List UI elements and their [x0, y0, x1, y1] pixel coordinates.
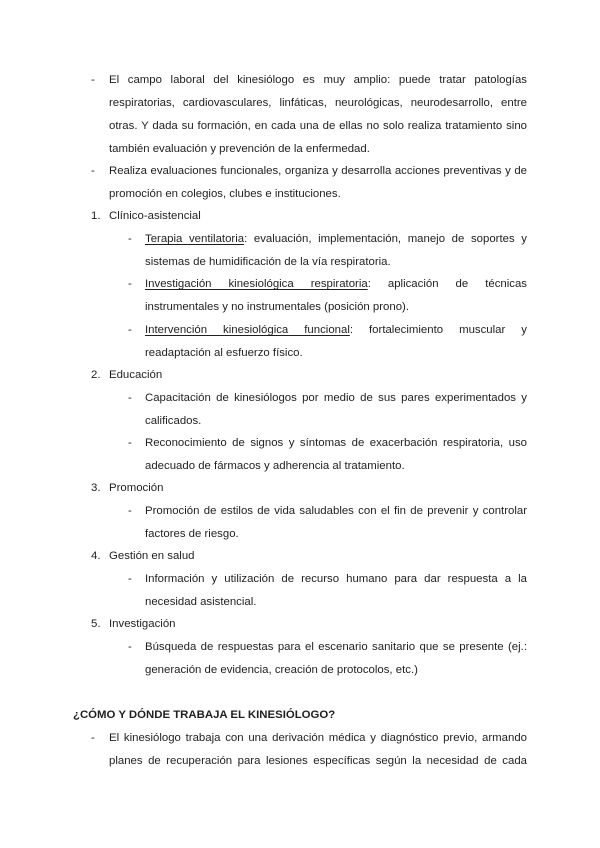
section-heading: ¿CÓMO Y DÓNDE TRABAJA EL KINESIÓLOGO? — [73, 709, 336, 721]
section-number: 2. — [91, 369, 101, 381]
paragraph-line: El campo laboral del kinesiólogo es muy amplio: puede tratar patologías — [109, 74, 527, 86]
paragraph-line: calificados. — [145, 415, 202, 427]
section-title: Educación — [109, 369, 163, 381]
paragraph-line: Información y utilización de recurso humano para dar respuesta a la — [145, 573, 527, 585]
bullet-dash: - — [128, 392, 132, 404]
bullet-dash: - — [128, 437, 132, 449]
bullet-dash: - — [91, 732, 95, 744]
paragraph-line: Intervención kinesiológica funcional: fortalecimiento muscular y — [145, 324, 527, 336]
paragraph-line: readaptación al esfuerzo físico. — [145, 347, 303, 359]
underlined-term: Intervención kinesiológica funcional — [145, 324, 350, 336]
section-title: Promoción — [109, 482, 164, 494]
section-title: Investigación — [109, 618, 176, 630]
bullet-dash: - — [128, 641, 132, 653]
paragraph-line: también evaluación y prevención de la enfermedad. — [109, 143, 370, 155]
section-number: 3. — [91, 482, 101, 494]
paragraph-line: El kinesiólogo trabaja con una derivación médica y diagnóstico previo, armando — [109, 732, 527, 744]
paragraph-line: otras. Y dada su formación, en cada una de ellas no solo realiza tratamiento sino — [109, 120, 527, 132]
paragraph-line: Terapia ventilatoria: evaluación, implementación, manejo de soportes y — [145, 233, 527, 245]
section-number: 1. — [91, 210, 101, 222]
bullet-dash: - — [91, 74, 95, 86]
underlined-term: Investigación kinesiológica respiratoria — [145, 278, 368, 290]
bullet-dash: - — [128, 278, 132, 290]
paragraph-line: respiratorias, cardiovasculares, linfáticas, neurológicas, neurodesarrollo, entre — [109, 97, 527, 109]
bullet-dash: - — [91, 165, 95, 177]
paragraph-line: generación de evidencia, creación de protocolos, etc.) — [145, 664, 418, 676]
paragraph-line: Reconocimiento de signos y síntomas de exacerbación respiratoria, uso — [145, 437, 527, 449]
bullet-dash: - — [128, 573, 132, 585]
underlined-term: Terapia ventilatoria — [145, 233, 245, 245]
paragraph-line: Capacitación de kinesiólogos por medio de sus pares experimentados y — [145, 392, 527, 404]
paragraph-line: Promoción de estilos de vida saludables con el fin de prevenir y controlar — [145, 505, 527, 517]
paragraph-line: adecuado de fármacos y adherencia al tratamiento. — [145, 460, 405, 472]
section-number: 4. — [91, 550, 101, 562]
paragraph-line: Búsqueda de respuestas para el escenario sanitario que se presente (ej.: — [145, 641, 527, 653]
paragraph-line: factores de riesgo. — [145, 528, 239, 540]
section-number: 5. — [91, 618, 101, 630]
bullet-dash: - — [128, 505, 132, 517]
section-title: Clínico-asistencial — [109, 210, 201, 222]
paragraph-line: Investigación kinesiológica respiratoria: aplicación de técnicas — [145, 278, 527, 290]
bullet-dash: - — [128, 233, 132, 245]
bullet-dash: - — [128, 324, 132, 336]
paragraph-line: sistemas de humidificación de la vía respiratoria. — [145, 256, 391, 268]
paragraph-line: instrumentales y no instrumentales (posición prono). — [145, 301, 410, 313]
paragraph-line: planes de recuperación para lesiones específicas según la necesidad de cada — [109, 755, 527, 767]
section-title: Gestión en salud — [109, 550, 195, 562]
paragraph-line: Realiza evaluaciones funcionales, organiza y desarrolla acciones preventivas y de — [109, 165, 527, 177]
paragraph-line: necesidad asistencial. — [145, 596, 257, 608]
paragraph-line: promoción en colegios, clubes e instituciones. — [109, 188, 341, 200]
